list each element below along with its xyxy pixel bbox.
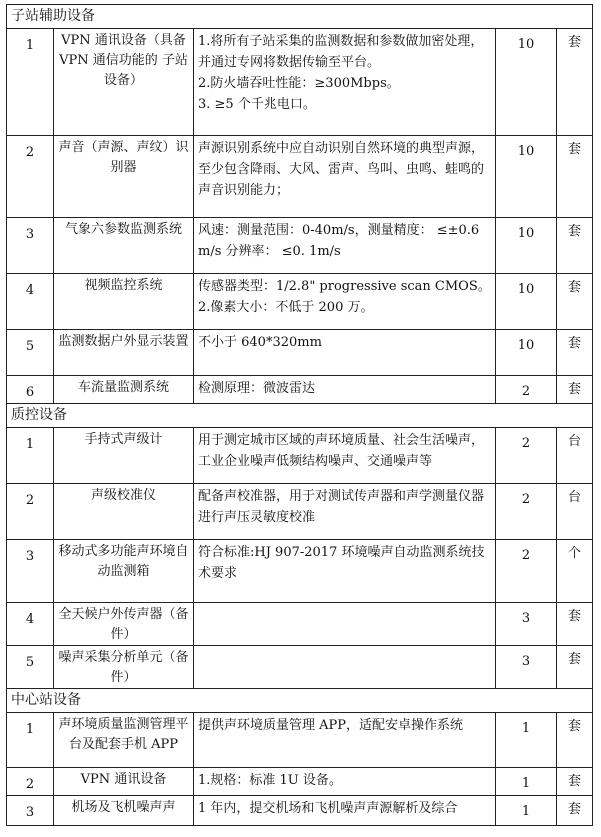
spec-line: 2.像素大小：不低于 200 万。 — [198, 300, 374, 315]
spec-line: 符合标准:HJ 907-2017 环境噪声自动监测系统技术要求 — [198, 545, 485, 581]
spec-cell — [194, 484, 496, 540]
table-row — [7, 484, 593, 540]
table-row — [7, 136, 593, 218]
table-row — [7, 796, 593, 826]
row-number: 3 — [7, 540, 54, 603]
table-row — [7, 603, 593, 646]
table-row — [7, 428, 593, 484]
spec-line: 传感器类型：1/2.8" progressive scan CMOS。 — [198, 279, 491, 294]
spec-cell — [194, 646, 496, 689]
row-number: 3 — [7, 796, 54, 826]
equipment-name: 车流量监测系统 — [54, 376, 194, 404]
quantity: 10 — [496, 29, 557, 136]
row-number: 4 — [7, 274, 54, 330]
section-header-row — [7, 689, 593, 713]
spec-line: 风速：测量范围：0-40m/s，测量精度： ≤±0.6m/s 分辨率： ≤0. 1m/s — [198, 223, 480, 259]
spec-line: 1 年内，提交机场和飞机噪声声源解析及综合 — [198, 801, 458, 816]
row-number: 5 — [7, 330, 54, 376]
quantity: 1 — [496, 796, 557, 826]
unit: 套 — [557, 376, 593, 404]
quantity: 2 — [496, 376, 557, 404]
equipment-document — [6, 4, 592, 826]
equipment-name: 声环境质量监测管理平台及配套手机 APP — [54, 713, 194, 768]
row-number: 2 — [7, 768, 54, 796]
section-title: 中心站设备 — [7, 689, 593, 713]
equipment-name: 视频监控系统 — [54, 274, 194, 330]
unit: 套 — [557, 796, 593, 826]
quantity: 2 — [496, 484, 557, 540]
equipment-name: 噪声采集分析单元（备件） — [54, 646, 194, 689]
spec-cell — [194, 376, 496, 404]
spec-line: 提供声环境质量管理 APP，适配安卓操作系统 — [198, 718, 464, 733]
equipment-name: 手持式声级计 — [54, 428, 194, 484]
quantity: 3 — [496, 603, 557, 646]
spec-cell — [194, 29, 496, 136]
row-number: 1 — [7, 428, 54, 484]
spec-line: 不小于 640*320mm — [198, 335, 322, 350]
section-header-row — [7, 404, 593, 428]
spec-cell — [194, 540, 496, 603]
section-header-row — [7, 5, 593, 29]
row-number: 6 — [7, 376, 54, 404]
equipment-name: 移动式多功能声环境自动监测箱 — [54, 540, 194, 603]
equipment-table-body — [7, 5, 593, 826]
unit: 套 — [557, 218, 593, 274]
equipment-name: 机场及飞机噪声声 — [54, 796, 194, 826]
spec-line: 配备声校准器，用于对测试传声器和声学测量仪器进行声压灵敏度校准 — [198, 489, 485, 525]
quantity: 10 — [496, 136, 557, 218]
spec-line: 用于测定城市区域的声环境质量、社会生活噪声，工业企业噪声低频结构噪声、交通噪声等 — [198, 433, 485, 469]
section-title: 子站辅助设备 — [7, 5, 593, 29]
spec-cell — [194, 603, 496, 646]
unit: 台 — [557, 428, 593, 484]
row-number: 2 — [7, 136, 54, 218]
row-number: 4 — [7, 603, 54, 646]
equipment-table — [6, 4, 593, 826]
equipment-name: VPN 通讯设备（具备 VPN 通信功能的 子站设备） — [54, 29, 194, 136]
spec-line: 2.防火墙吞吐性能：≥300Mbps。 — [198, 76, 400, 91]
spec-cell — [194, 713, 496, 768]
unit: 个 — [557, 540, 593, 603]
unit: 套 — [557, 646, 593, 689]
equipment-name: 声级校准仪 — [54, 484, 194, 540]
spec-cell — [194, 796, 496, 826]
spec-line: 1.规格：标准 1U 设备。 — [198, 773, 342, 788]
quantity: 1 — [496, 713, 557, 768]
spec-cell — [194, 428, 496, 484]
spec-cell — [194, 330, 496, 376]
section-title: 质控设备 — [7, 404, 593, 428]
table-row — [7, 713, 593, 768]
spec-line: 声源识别系统中应自动识别自然环境的典型声源，至少包含降雨、大风、雷声、鸟叫、虫鸣、蛙鸣的声音识别能力； — [198, 141, 485, 198]
quantity: 3 — [496, 646, 557, 689]
table-row — [7, 768, 593, 796]
row-number: 5 — [7, 646, 54, 689]
unit: 套 — [557, 768, 593, 796]
spec-cell — [194, 274, 496, 330]
unit: 台 — [557, 484, 593, 540]
equipment-name: 监测数据户外显示装置 — [54, 330, 194, 376]
row-number: 2 — [7, 484, 54, 540]
spec-cell — [194, 768, 496, 796]
quantity: 10 — [496, 274, 557, 330]
equipment-name: 气象六参数监测系统 — [54, 218, 194, 274]
table-row — [7, 646, 593, 689]
table-row — [7, 330, 593, 376]
spec-line: 检测原理：微波雷达 — [198, 381, 316, 396]
quantity: 2 — [496, 428, 557, 484]
spec-cell — [194, 218, 496, 274]
table-row — [7, 540, 593, 603]
quantity: 10 — [496, 218, 557, 274]
table-row — [7, 29, 593, 136]
row-number: 1 — [7, 29, 54, 136]
unit: 套 — [557, 136, 593, 218]
table-row — [7, 274, 593, 330]
spec-cell — [194, 136, 496, 218]
table-row — [7, 218, 593, 274]
equipment-name: 声音（声源、声纹）识别器 — [54, 136, 194, 218]
unit: 套 — [557, 330, 593, 376]
unit: 套 — [557, 713, 593, 768]
unit: 套 — [557, 29, 593, 136]
unit: 套 — [557, 274, 593, 330]
unit: 套 — [557, 603, 593, 646]
quantity: 10 — [496, 330, 557, 376]
equipment-name: 全天候户外传声器（备件） — [54, 603, 194, 646]
spec-line: 1.将所有子站采集的监测数据和参数做加密处理，并通过专网将数据传输至平台。 — [198, 34, 484, 70]
row-number: 3 — [7, 218, 54, 274]
row-number: 1 — [7, 713, 54, 768]
equipment-name: VPN 通讯设备 — [54, 768, 194, 796]
table-row — [7, 376, 593, 404]
quantity: 1 — [496, 768, 557, 796]
spec-line: 3. ≥5 个千兆电口。 — [198, 97, 316, 112]
quantity: 2 — [496, 540, 557, 603]
